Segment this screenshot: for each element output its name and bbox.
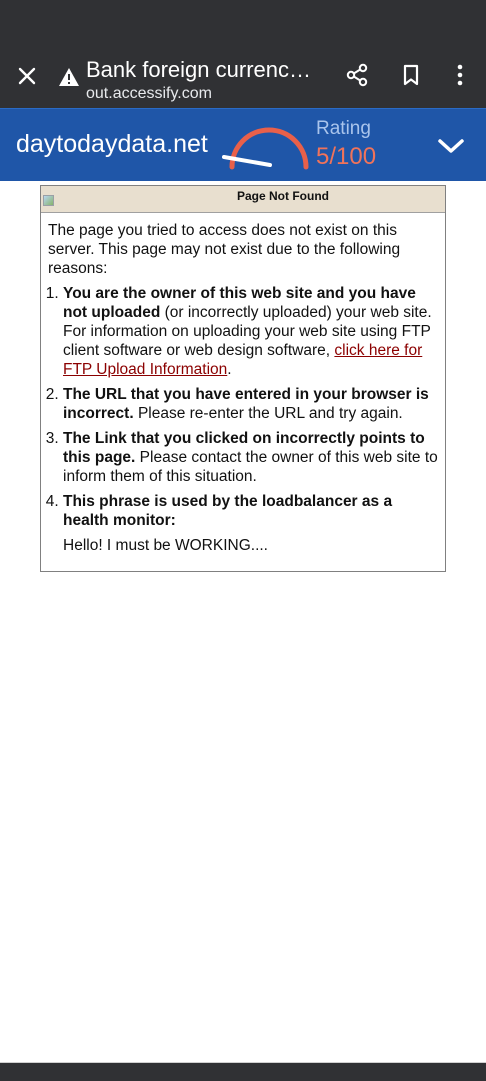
browser-toolbar	[0, 42, 486, 108]
page-title: Bank foreign currenc…	[86, 57, 311, 82]
more-vert-icon[interactable]	[447, 62, 473, 88]
bookmark-icon[interactable]	[398, 62, 424, 88]
error-title: Page Not Found	[237, 189, 329, 203]
share-icon[interactable]	[344, 62, 370, 88]
reason-item: 4. This phrase is used by the loadbalancer as a health monitor: Hello! I must be WORKING....	[63, 492, 439, 555]
health-message: Hello! I must be WORKING....	[63, 537, 268, 554]
status-bar	[0, 0, 486, 42]
reason-item: 2. The URL that you have entered in your browser is incorrect. Please re-enter the URL and try again.	[63, 385, 439, 423]
error-content-box	[40, 185, 446, 572]
error-header	[41, 186, 445, 213]
reason-item: 3. The Link that you clicked on incorrectly points to this page. Please contact the owner of this web site to inform them of this situation.	[63, 429, 439, 486]
close-icon[interactable]	[14, 63, 40, 89]
rating-value: 5/100	[316, 143, 377, 170]
error-body	[41, 213, 445, 571]
error-intro: The page you tried to access does not exist on this server. This page may not exist due to the following reasons:	[48, 222, 401, 277]
ftp-upload-link[interactable]: click here for FTP Upload Information	[63, 342, 423, 378]
rating-gauge	[220, 117, 312, 177]
site-rating-banner	[0, 108, 486, 181]
chevron-down-icon[interactable]	[434, 131, 468, 161]
navigation-bar	[0, 1062, 486, 1081]
origin-url: out.accessify.com	[86, 85, 212, 102]
rating-label: Rating	[316, 118, 371, 139]
reason-list	[48, 284, 439, 555]
reason-item: 1. You are the owner of this web site and you have not uploaded (or incorrectly uploaded) your web site. For information on uploading your web site using FTP client software or web design software, click here for FTP Upload Information.	[63, 284, 439, 379]
warning-icon[interactable]	[58, 67, 80, 87]
banner-domain: daytodaydata.net	[16, 130, 208, 158]
